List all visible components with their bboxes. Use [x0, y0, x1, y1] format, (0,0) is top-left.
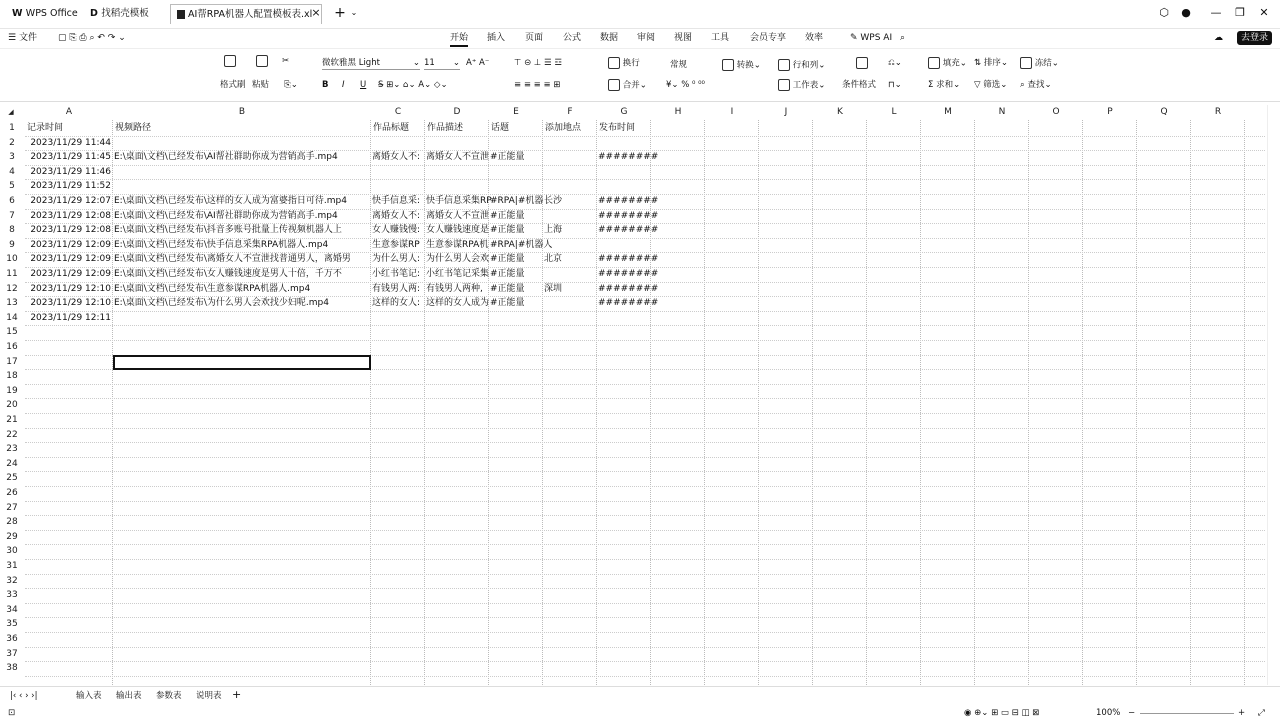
- column-header[interactable]: I: [730, 107, 734, 117]
- row-header[interactable]: 17: [6, 356, 18, 367]
- row-header[interactable]: 25: [6, 473, 18, 484]
- menu-home[interactable]: 开始: [450, 31, 468, 47]
- row-gridline: [25, 179, 1265, 180]
- paste-button[interactable]: 粘贴: [252, 80, 270, 90]
- font-grow-icon[interactable]: A⁺ A⁻: [466, 58, 490, 68]
- table-cell[interactable]: 2023/11/29 12:07: [30, 196, 111, 206]
- column-gridline: [704, 120, 705, 685]
- table-cell[interactable]: ########: [598, 298, 659, 309]
- row-header[interactable]: 11: [6, 269, 18, 279]
- chevron-down-icon: ⌄: [412, 58, 420, 68]
- row-gridline: [25, 311, 1265, 312]
- row-gridline: [25, 457, 1265, 458]
- row-header[interactable]: 32: [6, 575, 18, 586]
- table-cell[interactable]: #正能量: [490, 298, 525, 309]
- vertical-scrollbar[interactable]: [1267, 105, 1280, 685]
- table-cell[interactable]: 快手信息采集RP: [426, 196, 492, 206]
- cut-icon[interactable]: ✂: [282, 56, 290, 66]
- table-cell[interactable]: E:\桌面\文档\已经发布\这样的女人成为富婆指日可待.mp4: [114, 196, 347, 206]
- sheet-tab-notes[interactable]: 说明表: [196, 691, 222, 701]
- paste-icon[interactable]: [256, 55, 268, 68]
- zoom-in-icon[interactable]: +: [1238, 708, 1246, 718]
- title-bar: [0, 0, 1280, 29]
- column-header[interactable]: B: [238, 107, 246, 117]
- column-header[interactable]: F: [567, 107, 573, 117]
- column-header[interactable]: E: [513, 107, 519, 117]
- row-gridline: [25, 515, 1265, 516]
- menu-formula[interactable]: 公式: [563, 33, 582, 43]
- menu-efficiency[interactable]: 效率: [805, 33, 824, 43]
- sheet-tab-output[interactable]: 输出表: [116, 691, 142, 701]
- row-header[interactable]: 28: [6, 517, 18, 528]
- table-cell[interactable]: #正能量: [490, 225, 525, 236]
- sort-button[interactable]: ⇅ 排序⌄: [974, 58, 1008, 68]
- selected-cell[interactable]: [113, 355, 371, 371]
- ai-icon: ✎: [850, 33, 861, 43]
- tab-close-icon[interactable]: ×: [311, 6, 321, 19]
- row-header[interactable]: 38: [6, 663, 18, 674]
- column-gridline: [596, 120, 597, 685]
- row-header[interactable]: 29: [6, 531, 18, 542]
- table-cell[interactable]: 生意参谋RPA机: [426, 239, 489, 250]
- table-cell[interactable]: 女人赚钱速度是: [426, 225, 490, 236]
- row-header[interactable]: 34: [6, 604, 18, 615]
- menu-member[interactable]: 会员专享: [750, 33, 787, 43]
- number-format-select[interactable]: 常规: [670, 60, 688, 70]
- row-gridline: [25, 544, 1265, 545]
- row-gridline: [25, 428, 1265, 429]
- header-cell[interactable]: 视频路径: [115, 123, 152, 133]
- table-cell[interactable]: 小红书笔记:: [372, 269, 421, 279]
- column-header[interactable]: O: [1052, 107, 1060, 117]
- table-cell[interactable]: 离婚女人不:: [372, 210, 421, 221]
- add-sheet-icon[interactable]: +: [232, 688, 242, 701]
- table-cell[interactable]: 离婚女人不宣泄: [426, 152, 490, 163]
- menu-insert[interactable]: 插入: [487, 33, 506, 43]
- row-gridline: [25, 165, 1265, 166]
- row-header[interactable]: 19: [6, 385, 18, 396]
- column-header[interactable]: D: [453, 107, 461, 117]
- align-top-icons[interactable]: ⊤ ⊝ ⊥ ☰ ☲: [514, 58, 562, 68]
- header-cell[interactable]: 作品标题: [373, 123, 410, 133]
- row-gridline: [25, 661, 1265, 662]
- fullscreen-icon[interactable]: ⤢: [1258, 708, 1265, 718]
- table-cell[interactable]: #RPA|#机器人: [490, 239, 553, 250]
- table-cell[interactable]: 离婚女人不:: [372, 152, 421, 163]
- table-cell[interactable]: #正能量: [490, 152, 525, 163]
- font-name-select[interactable]: 微软雅黑 Light ⌄: [322, 58, 420, 68]
- column-header[interactable]: J: [784, 107, 788, 117]
- font-color-icons[interactable]: S̶ ⊞⌄ ⌂⌄ A⌄ ◇⌄: [378, 80, 448, 90]
- table-cell[interactable]: ########: [598, 152, 659, 163]
- table-cell[interactable]: ########: [598, 196, 659, 206]
- chevron-down-icon: ⌄: [452, 58, 460, 68]
- row-gridline: [25, 471, 1265, 472]
- table-cell[interactable]: E:\桌面\文档\已经发布\AI帮社群助你成为营销高手.mp4: [114, 210, 338, 221]
- sum-button[interactable]: Σ 求和⌄: [928, 80, 961, 90]
- column-header[interactable]: H: [674, 107, 682, 117]
- table-cell[interactable]: 长沙: [544, 196, 563, 206]
- column-header[interactable]: G: [620, 107, 628, 117]
- column-header[interactable]: M: [944, 107, 952, 117]
- menu-view[interactable]: 视图: [674, 33, 693, 43]
- zoom-value[interactable]: 100%: [1096, 708, 1121, 718]
- zoom-slider[interactable]: [1140, 713, 1234, 714]
- row-header[interactable]: 23: [6, 444, 18, 455]
- row-header[interactable]: 10: [6, 254, 18, 265]
- menu-bar: [0, 28, 1280, 49]
- avatar[interactable]: ●: [1181, 6, 1191, 19]
- row-header[interactable]: 22: [6, 429, 18, 440]
- column-gridline: [1082, 120, 1083, 685]
- cloud-icon[interactable]: ☁: [1214, 33, 1223, 43]
- table-cell[interactable]: E:\桌面\文档\已经发布\离婚女人不宣泄找普通男人，离婚男: [114, 254, 351, 265]
- table-cell[interactable]: ########: [598, 225, 659, 236]
- worksheet-button[interactable]: 工作表⌄: [778, 79, 825, 92]
- row-header[interactable]: 8: [9, 225, 15, 236]
- table-cell[interactable]: 2023/11/29 12:09: [30, 254, 111, 265]
- fill-button[interactable]: 填充⌄: [928, 57, 967, 70]
- quick-access-icons[interactable]: ▢ ⎘ ⎙ ⌕ ↶ ↷ ⌄: [58, 33, 126, 43]
- search-icon[interactable]: ⌕: [900, 33, 906, 43]
- row-gridline: [25, 325, 1265, 326]
- row-header[interactable]: 15: [6, 327, 18, 338]
- table-cell[interactable]: #正能量: [490, 283, 525, 294]
- header-cell[interactable]: 记录时间: [27, 123, 64, 133]
- row-header[interactable]: 27: [6, 502, 18, 513]
- row-gridline: [25, 442, 1265, 443]
- tab-template[interactable]: D 找稻壳模板: [90, 8, 149, 19]
- cube-icon[interactable]: ⬡: [1159, 6, 1169, 19]
- align-left-icons[interactable]: ≡ ≡ ≡ ≡ ⊞: [514, 80, 561, 90]
- row-header[interactable]: 35: [6, 619, 18, 630]
- table-cell[interactable]: 为什么男人会欢: [426, 254, 490, 265]
- table-cell[interactable]: ########: [598, 210, 659, 221]
- table-cell[interactable]: 2023/11/29 11:45: [30, 152, 111, 163]
- table-cell[interactable]: 这样的女人成为: [426, 298, 490, 309]
- column-gridline: [758, 120, 759, 685]
- table-cell[interactable]: 2023/11/29 12:10: [30, 283, 111, 294]
- italic-button[interactable]: I: [342, 80, 345, 90]
- table-cell[interactable]: 2023/11/29 11:46: [30, 166, 111, 177]
- table-cell[interactable]: 为什么男人:: [372, 254, 421, 265]
- macro-icon[interactable]: ⊡: [8, 708, 16, 718]
- table-cell[interactable]: ########: [598, 254, 659, 265]
- table-style-icon[interactable]: [856, 57, 868, 70]
- column-gridline: [866, 120, 867, 685]
- row-header[interactable]: 12: [6, 283, 18, 294]
- table-cell[interactable]: 小红书笔记采集: [426, 269, 490, 279]
- table-cell[interactable]: 2023/11/29 12:10: [30, 298, 111, 309]
- table-cell[interactable]: #正能量: [490, 269, 525, 279]
- chevron-down-icon[interactable]: ⌄: [350, 8, 358, 17]
- template-icon: D: [90, 8, 102, 19]
- row-gridline: [25, 588, 1265, 589]
- row-gridline: [25, 530, 1265, 531]
- table-cell[interactable]: 2023/11/29 12:11: [30, 312, 111, 323]
- row-header[interactable]: 31: [6, 561, 18, 571]
- row-gridline: [25, 384, 1265, 385]
- row-gridline: [25, 559, 1265, 560]
- spreadsheet-grid[interactable]: [0, 105, 1268, 685]
- column-gridline: [424, 120, 425, 685]
- row-header[interactable]: 4: [9, 166, 15, 177]
- row-gridline: [25, 617, 1265, 618]
- minimize-icon[interactable]: —: [1210, 6, 1222, 19]
- table-cell[interactable]: 快手信息采:: [372, 196, 421, 206]
- window-close-icon[interactable]: ✕: [1259, 6, 1269, 19]
- table-cell[interactable]: 2023/11/29 11:52: [30, 181, 111, 192]
- ribbon-toolbar: [0, 49, 1280, 102]
- row-header[interactable]: 26: [6, 488, 18, 498]
- header-cell[interactable]: 作品描述: [427, 123, 464, 133]
- row-header[interactable]: 33: [6, 590, 18, 601]
- bold-button[interactable]: B: [322, 80, 329, 90]
- row-gridline: [25, 647, 1265, 648]
- table-cell[interactable]: #正能量: [490, 210, 525, 221]
- header-cell[interactable]: 发布时间: [599, 123, 636, 133]
- column-header[interactable]: A: [65, 107, 73, 117]
- row-header[interactable]: 37: [6, 648, 18, 659]
- format-painter-button[interactable]: 格式刷: [220, 80, 246, 90]
- table-cell[interactable]: 2023/11/29 12:08: [30, 225, 111, 236]
- tab-document[interactable]: AI帮RPA机器人配置模板表.xl: [170, 4, 322, 24]
- table-cell[interactable]: E:\桌面\文档\已经发布\为什么男人会欢找少妇呢.mp4: [114, 298, 329, 309]
- column-header[interactable]: P: [1107, 107, 1113, 117]
- column-header[interactable]: C: [394, 107, 402, 117]
- column-header[interactable]: R: [1214, 107, 1222, 117]
- table-cell[interactable]: 深圳: [544, 283, 563, 294]
- cell-style-icon[interactable]: ⎌⌄: [888, 58, 902, 68]
- column-header[interactable]: L: [891, 107, 897, 117]
- merge-button[interactable]: 合并⌄: [608, 79, 647, 92]
- column-gridline: [974, 120, 975, 685]
- row-gridline: [25, 413, 1265, 414]
- row-gridline: [25, 501, 1265, 502]
- column-gridline: [1136, 120, 1137, 685]
- table-cell[interactable]: 2023/11/29 12:08: [30, 210, 111, 221]
- row-header[interactable]: 21: [6, 415, 18, 425]
- column-gridline: [1244, 120, 1245, 685]
- row-header[interactable]: 36: [6, 634, 18, 644]
- menu-tools[interactable]: 工具: [711, 33, 730, 43]
- sheet-nav-icons[interactable]: |‹ ‹ › ›|: [10, 691, 38, 701]
- underline-button[interactable]: U: [360, 80, 367, 90]
- column-gridline: [112, 120, 113, 685]
- column-gridline: [920, 120, 921, 685]
- row-header[interactable]: 9: [9, 239, 15, 250]
- row-header[interactable]: 20: [6, 400, 18, 411]
- maximize-icon[interactable]: ❐: [1235, 6, 1245, 19]
- table-cell[interactable]: E:\桌面\文档\已经发布\快手信息采集RPA机器人.mp4: [114, 239, 329, 250]
- row-header[interactable]: 2: [9, 137, 15, 148]
- new-tab-icon[interactable]: +: [334, 5, 346, 21]
- format-painter-icon[interactable]: [224, 55, 236, 68]
- row-header[interactable]: 14: [6, 312, 18, 323]
- header-cell[interactable]: 添加地点: [545, 123, 582, 133]
- row-gridline: [25, 136, 1265, 137]
- convert-button[interactable]: 转换⌄: [722, 59, 761, 72]
- table-cell[interactable]: ########: [598, 269, 659, 279]
- table-cell[interactable]: 有钱男人两种,: [426, 283, 483, 294]
- row-header[interactable]: 1: [9, 123, 15, 133]
- table-cell[interactable]: #RPA|#机器: [490, 196, 544, 206]
- row-gridline: [25, 632, 1265, 633]
- rows-cols-button[interactable]: 行和列⌄: [778, 59, 825, 72]
- tab-wps-office[interactable]: W WPS Office: [12, 8, 78, 19]
- row-gridline: [25, 676, 1265, 677]
- table-cell[interactable]: 女人赚钱慢:: [372, 225, 421, 236]
- sheet-tab-input[interactable]: 输入表: [76, 691, 102, 701]
- table-cell[interactable]: E:\桌面\文档\已经发布\女人赚钱速度是男人十倍，千万不: [114, 269, 342, 279]
- table-cell[interactable]: 2023/11/29 12:09: [30, 239, 111, 250]
- column-gridline: [1190, 120, 1191, 685]
- column-header[interactable]: N: [998, 107, 1006, 117]
- table-cell[interactable]: 上海: [544, 225, 563, 236]
- table-cell[interactable]: 北京: [544, 254, 563, 265]
- table-cell[interactable]: 离婚女人不宣泄: [426, 210, 490, 221]
- table-cell[interactable]: 2023/11/29 12:09: [30, 269, 111, 279]
- row-header[interactable]: 30: [6, 546, 18, 557]
- conditional-format-button[interactable]: 条件格式: [842, 80, 877, 90]
- wrap-button[interactable]: 换行: [608, 57, 640, 70]
- column-header[interactable]: K: [837, 107, 843, 117]
- row-header[interactable]: 6: [9, 196, 15, 206]
- row-header[interactable]: 5: [9, 181, 15, 192]
- table-cell[interactable]: 生意参谋RP: [372, 239, 420, 250]
- row-gridline: [25, 398, 1265, 399]
- row-header[interactable]: 16: [6, 342, 18, 352]
- column-gridline: [812, 120, 813, 685]
- table-cell[interactable]: #正能量: [490, 254, 525, 265]
- select-all-corner[interactable]: ◢: [8, 108, 14, 116]
- menu-data[interactable]: 数据: [600, 33, 619, 43]
- percent-icons[interactable]: ¥⌄ % ⁰ ⁰⁰: [666, 80, 705, 90]
- table-cell[interactable]: 这样的女人:: [372, 298, 421, 309]
- row-header[interactable]: 24: [6, 458, 18, 469]
- menu-file[interactable]: ☰ 文件: [8, 33, 37, 43]
- row-header[interactable]: 18: [6, 371, 18, 382]
- table-cell[interactable]: E:\桌面\文档\已经发布\生意参谋RPA机器人.mp4: [114, 283, 311, 294]
- header-cell[interactable]: 话题: [491, 123, 510, 133]
- login-button[interactable]: 去登录: [1237, 31, 1272, 45]
- table-cell[interactable]: E:\桌面\文档\已经发布\AI帮社群助你成为营销高手.mp4: [114, 152, 338, 163]
- menu-review[interactable]: 审阅: [637, 33, 656, 43]
- column-gridline: [1028, 120, 1029, 685]
- menu-wps-ai[interactable]: ✎ WPS AI: [850, 33, 893, 43]
- row-gridline: [25, 603, 1265, 604]
- row-header[interactable]: 7: [9, 210, 15, 221]
- table-cell[interactable]: E:\桌面\文档\已经发布\抖音多账号批量上传视频机器人上: [114, 225, 342, 236]
- find-button[interactable]: ⌕ 查找⌄: [1020, 80, 1052, 90]
- freeze-button[interactable]: 冻结⌄: [1020, 57, 1059, 70]
- row-header[interactable]: 3: [9, 152, 15, 163]
- border-icon[interactable]: ⊓⌄: [888, 80, 902, 90]
- font-size-select[interactable]: 11 ⌄: [424, 58, 460, 68]
- table-cell[interactable]: ########: [598, 283, 659, 294]
- menu-page[interactable]: 页面: [525, 33, 544, 43]
- row-gridline: [25, 340, 1265, 341]
- wps-logo-icon: W: [12, 8, 26, 19]
- zoom-out-icon[interactable]: −: [1128, 708, 1136, 718]
- column-gridline: [370, 120, 371, 685]
- filter-button[interactable]: ▽ 筛选⌄: [974, 80, 1008, 90]
- table-cell[interactable]: 2023/11/29 11:44: [30, 137, 111, 148]
- copy-icon[interactable]: ⎘⌄: [284, 80, 298, 90]
- table-cell[interactable]: 有钱男人两:: [372, 283, 421, 294]
- view-mode-icons[interactable]: ◉ ⊕⌄ ⊞ ▭ ⊟ ◫ ⊠: [964, 708, 1040, 718]
- status-bar: [0, 686, 1280, 721]
- row-gridline: [25, 486, 1265, 487]
- row-gridline: [25, 574, 1265, 575]
- sheet-tab-params[interactable]: 参数表: [156, 691, 182, 701]
- row-header[interactable]: 13: [6, 298, 18, 309]
- sheet-icon: [177, 10, 185, 19]
- column-header[interactable]: Q: [1160, 107, 1168, 117]
